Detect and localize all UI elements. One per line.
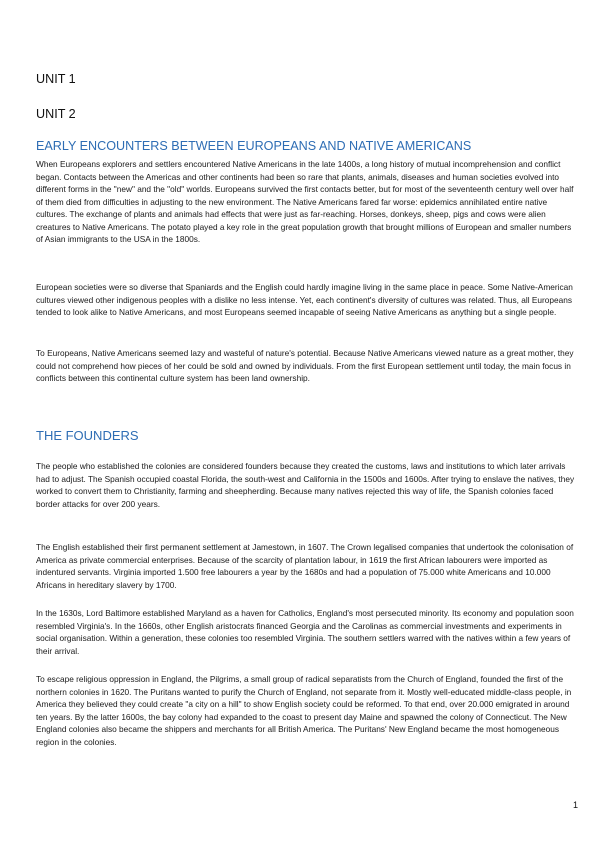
page-number: 1 (572, 800, 578, 810)
paragraph: European societies were so diverse that Spaniards and the English could hardly imagine living in the same place in peace. Some Native-American cultures viewed other indigenous peoples with a dislike no less intense. Yet, each continent's diversity of cultures was related. Thus, all Europeans tended to look alike to Native Americans, and most Europeans seemed incapable of seeing Native Americans as anything but a single people. (36, 282, 573, 317)
section-heading-early-encounters: EARLY ENCOUNTERS BETWEEN EUROPEANS AND NATIVE AMERICANS (36, 139, 472, 153)
paragraph: In the 1630s, Lord Baltimore established Maryland as a haven for Catholics, England's most persecuted minority. Its economy and population soon resembled Virginia's. In the 1660s, other English aristocrats financed Georgia and the Carolinas as commercial investments and experiments in social organisation. Within a generation, these colonies too resembled Virginia. The southern settlers warred with the natives within a few years of their arrival. (36, 608, 574, 656)
paragraph: The people who established the colonies are considered founders because they created the customs, laws and institutions to which later arrivals had to adjust. The Spanish occupied coastal Florida, the south-west and California in the 1500s and 1600s. After trying to enslave the natives, they worked to convert them to Christianity, farming and sheepherding. Because many natives rejected this way of life, the Spanish colonies faced border attacks for over 200 years. (36, 461, 575, 509)
unit-1-heading: UNIT 1 (36, 72, 76, 86)
section-heading-founders: THE FOUNDERS (36, 428, 139, 443)
unit-2-heading: UNIT 2 (36, 107, 76, 121)
paragraph: To Europeans, Native Americans seemed lazy and wasteful of nature's potential. Because Native Americans viewed nature as a great mother, they could not comprehend how pieces of her could be sold and owned by individuals. From the first European settlement until today, the main focus in conflicts between this continental culture system has been land ownership. (36, 348, 574, 383)
paragraph: To escape religious oppression in England, the Pilgrims, a small group of radical separatists from the Church of England, founded the first of the northern colonies in 1620. The Puritans wanted to purify the Church of England, not separate from it. Mostly well-educated middle-class people, in America they believed they could create "a city on a hill" to show English society could be reformed. To that end, over 20.000 emigrated in around ten years. By the latter 1600s, the bay colony had expanded to the coast to present day Maine and spawned the colony of Connecticut. The New England colonies also became the shippers and merchants for all British America. The Puritans' New England became the most homogeneous region in the colonies. (36, 674, 572, 747)
paragraph: The English established their first permanent settlement at Jamestown, in 1607. The Crown legalised companies that undertook the colonisation of America as private commercial enterprises. Because of the scarcity of plantation labour, in 1619 the first African labourers were imported as indentured servants. Virginia imported 1.500 free labourers a year by the 1680s and had a population of 75.000 white Americans and 10.000 Africans in hereditary slavery by 1700. (36, 542, 574, 590)
paragraph: When Europeans explorers and settlers encountered Native Americans in the late 1400s, a long history of mutual incomprehension and conflict began. Contacts between the Americas and other continents had been so rare that plants, animals, diseases and human societies evolved into different forms in the "new" and the "old" worlds. Europeans survived the first contacts better, but for most of the seventeenth century well over half of them died from difficulties in adjusting to the new environment. The Native Americans fared far worse: epidemics annihilated entire native cultures. The exchange of plants and animals had effects that were just as far-reaching. Horses, donkeys, sheep, pigs and cows were alien creatures to Native Americans. The potato played a key role in the great population growth that brought millions of European and smaller numbers of Asian immigrants to the USA in the 1800s. (36, 159, 574, 244)
